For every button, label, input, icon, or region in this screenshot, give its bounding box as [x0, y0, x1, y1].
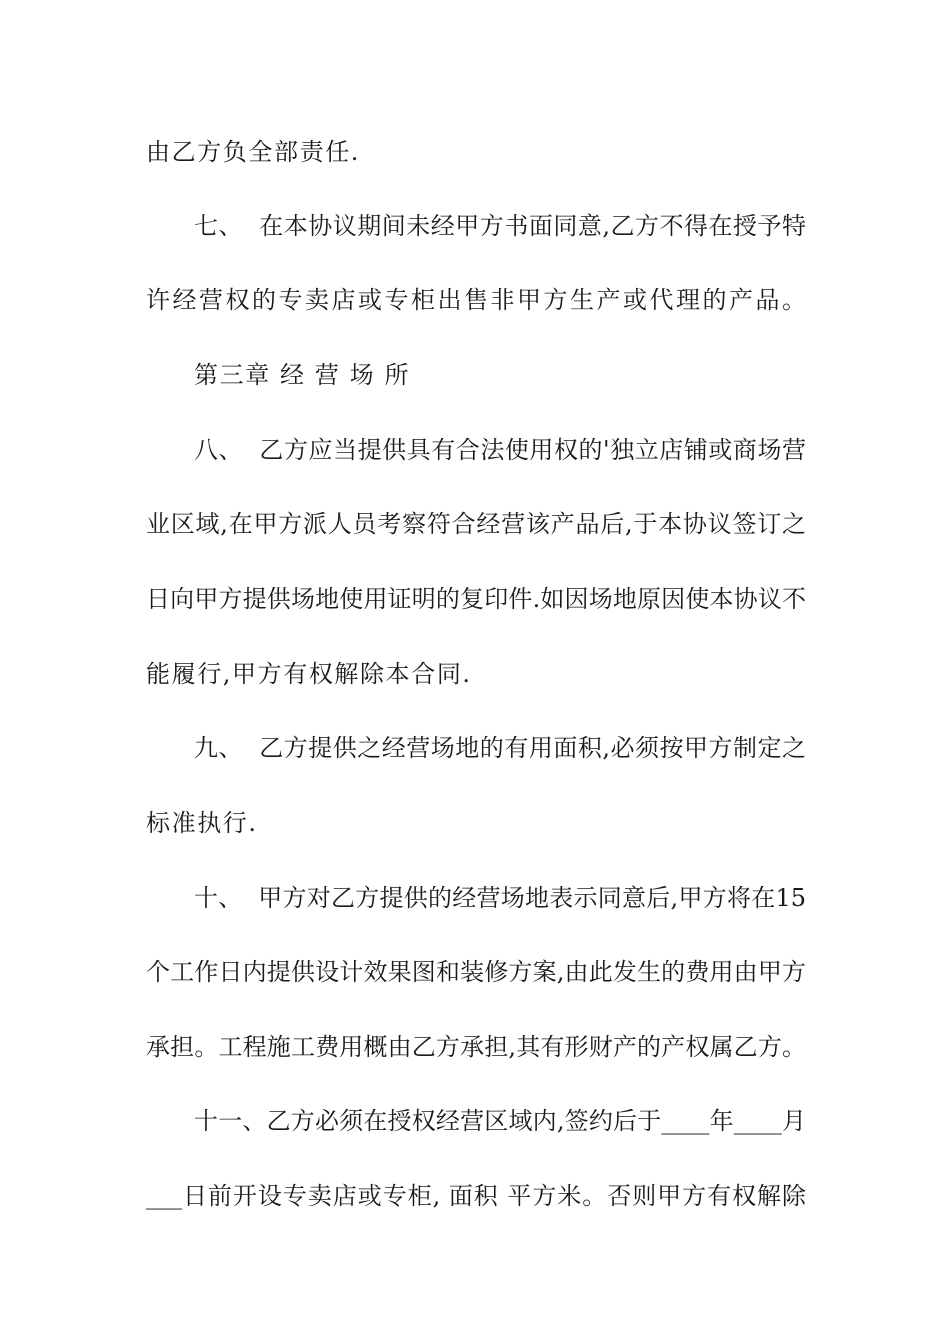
text-line-1: 由乙方负全部责任.: [146, 138, 361, 166]
clause-8-line-2: 业区域,在甲方派人员考察符合经营该产品后,于本协议签订之: [146, 510, 806, 538]
chapter-3-heading: 第三章 经 营 场 所: [194, 361, 411, 389]
clause-7-line-1: 七、 在本协议期间未经甲方书面同意,乙方不得在授予特: [194, 212, 806, 240]
clause-9-line-1: 九、 乙方提供之经营场地的有用面积,必须按甲方制定之: [194, 734, 806, 762]
clause-7-line-2: 许经营权的专卖店或专柜出售非甲方生产或代理的产品。: [146, 286, 806, 314]
clause-8-line-1: 八、 乙方应当提供具有合法使用权的'独立店铺或商场营: [194, 436, 806, 464]
clause-10-line-2: 个工作日内提供设计效果图和装修方案,由此发生的费用由甲方: [146, 958, 806, 986]
clause-10-line-1: 十、 甲方对乙方提供的经营场地表示同意后,甲方将在15: [194, 884, 806, 912]
clause-9-line-2: 标准执行.: [146, 809, 258, 837]
clause-8-line-4: 能履行,甲方有权解除本合同.: [146, 660, 472, 688]
clause-11-line-2: ___日前开设专卖店或专柜, 面积 平方米。否则甲方有权解除: [146, 1182, 806, 1210]
clause-11-line-1: 十一、乙方必须在授权经营区域内,签约后于____年____月: [194, 1107, 806, 1135]
clause-10-line-3: 承担。工程施工费用概由乙方承担,其有形财产的产权属乙方。: [146, 1033, 806, 1061]
clause-8-line-3: 日向甲方提供场地使用证明的复印件.如因场地原因使本协议不: [146, 585, 806, 613]
